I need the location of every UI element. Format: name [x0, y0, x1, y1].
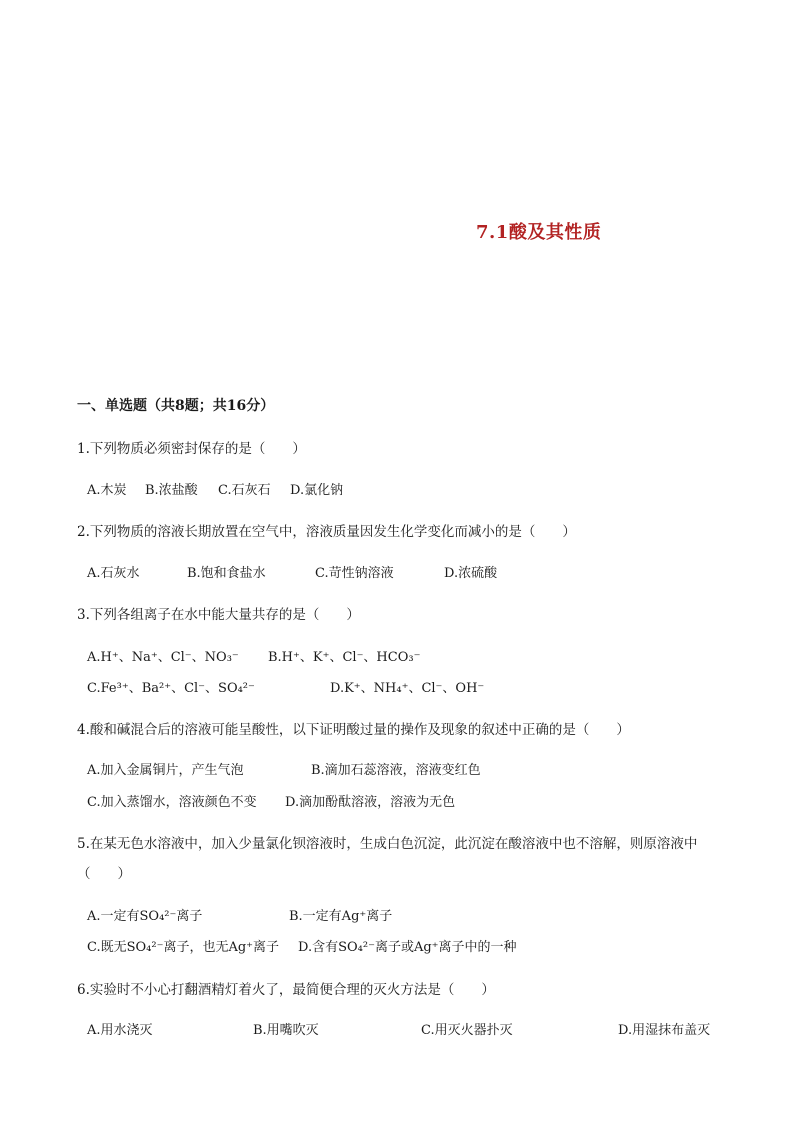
question-2-option-c: C.苛性钠溶液 — [315, 566, 394, 581]
question-3-stem: 3.下列各组离子在水中能大量共存的是（ ） — [77, 607, 360, 623]
section-heading: 一、单选题（共8题；共16分） — [77, 398, 275, 414]
question-4-option-c: C.加入蒸馏水，溶液颜色不变 — [87, 795, 257, 810]
question-6-option-d: D.用湿抹布盖灭 — [618, 1023, 711, 1038]
question-5-option-b: B.一定有Ag⁺离子 — [289, 909, 393, 924]
question-2-option-b: B.饱和食盐水 — [187, 566, 266, 581]
question-2-stem: 2.下列物质的溶液长期放置在空气中，溶液质量因发生化学变化而减小的是（ ） — [77, 524, 576, 540]
question-6-option-c: C.用灭火器扑灭 — [421, 1023, 513, 1038]
question-2-option-d: D.浓硫酸 — [444, 566, 498, 581]
question-3-option-d: D.K⁺、NH₄⁺、Cl⁻、OH⁻ — [330, 681, 485, 696]
question-5-option-a: A.一定有SO₄²⁻离子 — [87, 909, 203, 924]
question-3-option-b: B.H⁺、K⁺、Cl⁻、HCO₃⁻ — [268, 650, 421, 665]
question-3-option-a: A.H⁺、Na⁺、Cl⁻、NO₃⁻ — [87, 650, 239, 665]
question-4-stem: 4.酸和碱混合后的溶液可能呈酸性，以下证明酸过量的操作及现象的叙述中正确的是（ ） — [77, 722, 630, 738]
question-6-option-a: A.用水浇灭 — [87, 1023, 153, 1038]
question-5-option-d: D.含有SO₄²⁻离子或Ag⁺离子中的一种 — [298, 940, 517, 955]
question-5-stem-continued: （ ） — [77, 866, 131, 882]
question-5-stem: 5.在某无色水溶液中，加入少量氯化钡溶液时，生成白色沉淀，此沉淀在酸溶液中也不溶解，则原溶液中 — [77, 836, 698, 852]
question-1-option-c: C.石灰石 — [218, 483, 271, 498]
page-title: 7.1酸及其性质 — [476, 222, 602, 243]
question-2-option-a: A.石灰水 — [87, 566, 140, 581]
question-4-option-a: A.加入金属铜片，产生气泡 — [87, 763, 244, 778]
question-1-option-a: A.木炭 — [87, 483, 127, 498]
question-4-option-b: B.滴加石蕊溶液，溶液变红色 — [311, 763, 481, 778]
question-1-option-d: D.氯化钠 — [290, 483, 344, 498]
question-1-option-b: B.浓盐酸 — [145, 483, 198, 498]
question-5-option-c: C.既无SO₄²⁻离子，也无Ag⁺离子 — [87, 940, 280, 955]
question-6-option-b: B.用嘴吹灭 — [253, 1023, 319, 1038]
question-6-stem: 6.实验时不小心打翻酒精灯着火了，最简便合理的灭火方法是（ ） — [77, 982, 495, 998]
question-3-option-c: C.Fe³⁺、Ba²⁺、Cl⁻、SO₄²⁻ — [87, 681, 255, 696]
question-4-option-d: D.滴加酚酞溶液，溶液为无色 — [285, 795, 456, 810]
question-1-stem: 1.下列物质必须密封保存的是（ ） — [77, 441, 306, 457]
